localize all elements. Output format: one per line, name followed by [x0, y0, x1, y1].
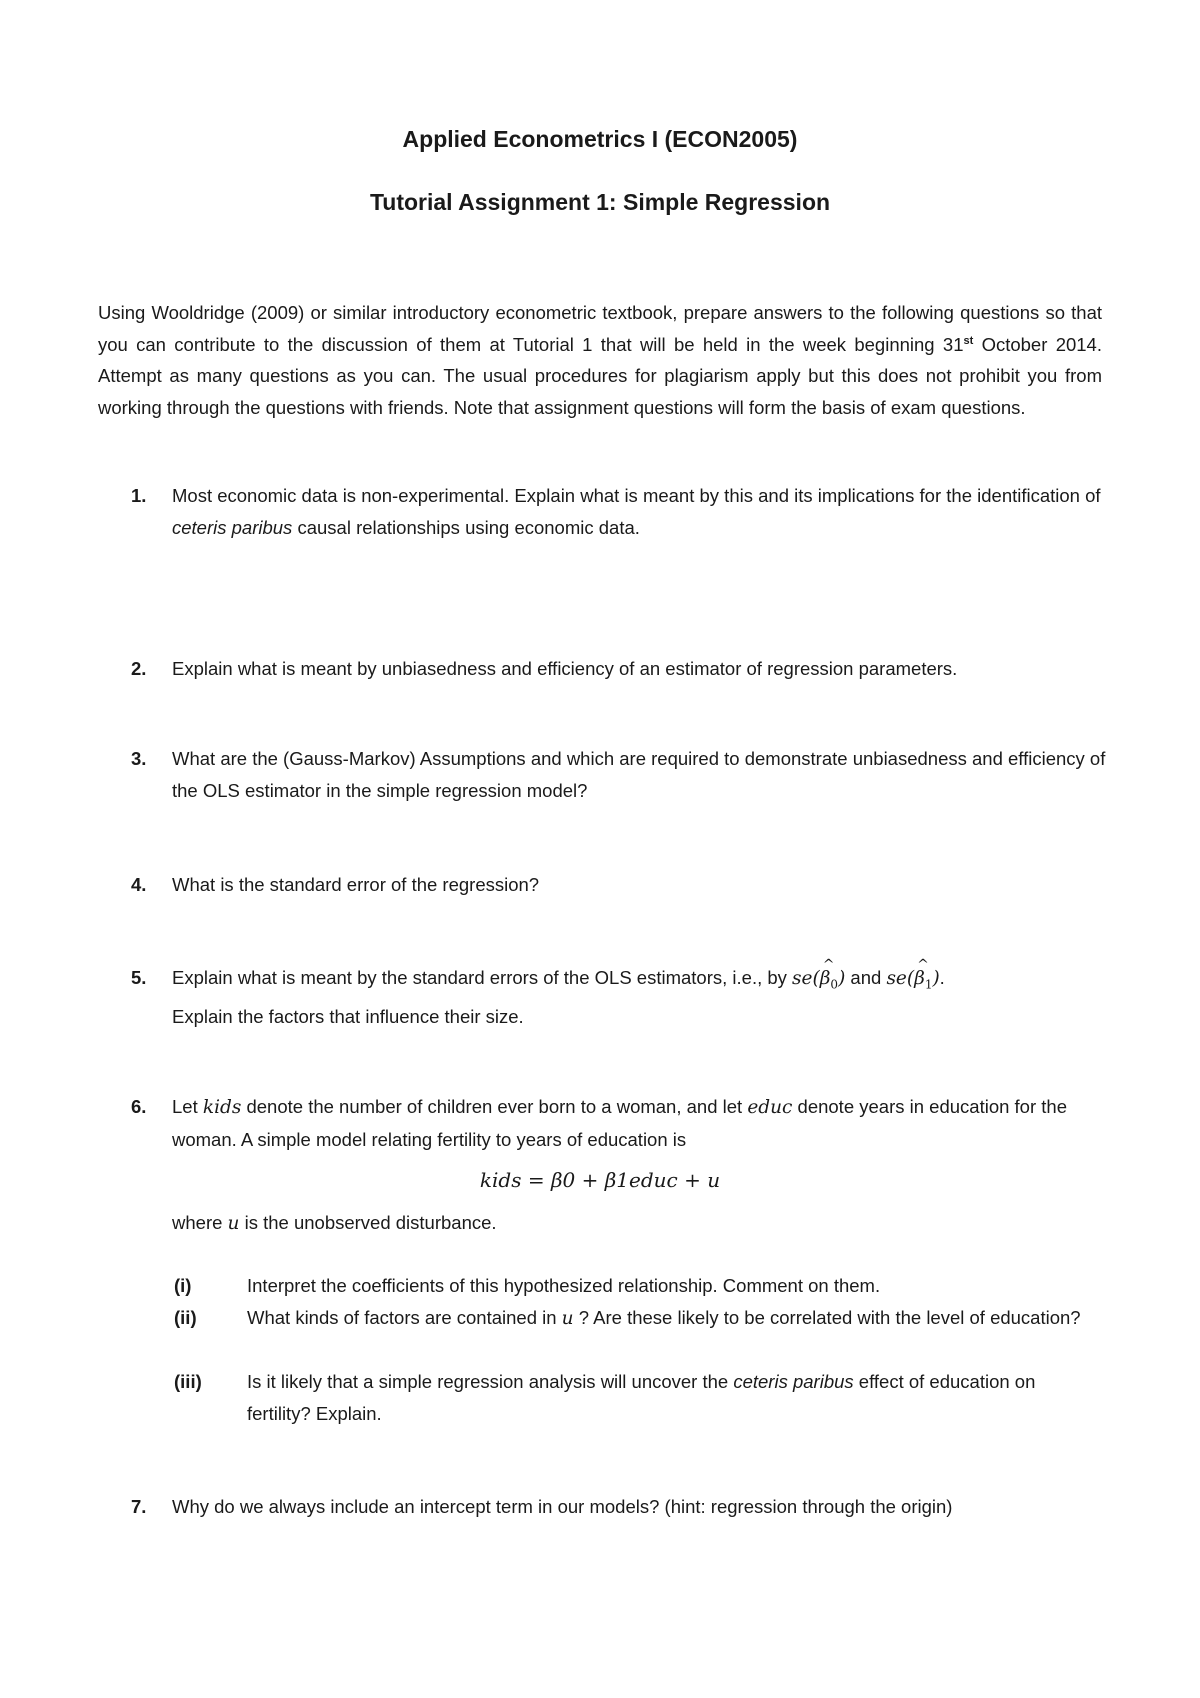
question-2	[131, 653, 1111, 685]
latin-phrase: ceteris paribus	[733, 1371, 854, 1392]
sub-question-text-part: Is it likely that a simple regression analysis will uncover the	[247, 1371, 734, 1392]
question-text-line: Explain the factors that influence their size.	[172, 1006, 524, 1028]
question-text: Why do we always include an intercept term in our models? (hint: regression through the origin)	[172, 1496, 953, 1517]
question-text: What is the standard error of the regression?	[172, 874, 540, 895]
question-text-part: Most economic data is non-experimental. Explain what is meant by this and its implications for the identification of	[172, 485, 1101, 506]
sub-question-i	[174, 1270, 1104, 1302]
sub-question-text-part: ? Are these likely to be correlated with the level of education?	[573, 1307, 1081, 1328]
question-6	[131, 1091, 1111, 1155]
question-text-part: Explain what is meant by the standard errors of the OLS estimators, i.e., by	[172, 967, 793, 988]
variable-educ: educ	[747, 1097, 793, 1118]
sub-question-text-part: effect of education on fertility? Explain.	[247, 1371, 1036, 1424]
regression-equation: kids = β0 + β1educ + u	[479, 1168, 721, 1192]
question-number: 1.	[131, 485, 147, 506]
variable-kids: kids	[202, 1097, 242, 1118]
beta-hat: β ^	[914, 957, 929, 989]
sub-question-label: (ii)	[174, 1307, 197, 1328]
sub-question-text	[247, 1302, 1104, 1335]
beta-symbol: β	[819, 968, 831, 989]
beta-symbol: β	[914, 968, 925, 989]
variable-u: u	[227, 1213, 240, 1234]
sub-question-ii	[174, 1302, 1104, 1335]
question-text-part: .	[939, 967, 945, 988]
subscript: 1	[924, 977, 933, 992]
question-text: Explain what is meant by unbiasedness and efficiency of an estimator of regression parameters.	[172, 658, 958, 679]
intro-text-2: October 2014. Attempt as many questions as you can. The usual procedures for plagiarism apply but this does not prohibit you from working through the questions with friends. Note that assignment questions will form the basis of exam questions.	[98, 333, 1102, 418]
question-text	[172, 1207, 1111, 1240]
se-beta0-expression: se(β ^ $_0$)	[792, 968, 845, 989]
question-number: 6.	[131, 1096, 147, 1117]
se-beta1-expression: se(β ^ $_1$)	[886, 968, 939, 989]
question-text	[172, 480, 1111, 543]
sub-question-text: Interpret the coefficients of this hypothesized relationship. Comment on them.	[247, 1275, 881, 1296]
question-text-part: and	[845, 967, 887, 988]
question-text: What are the (Gauss-Markov) Assumptions and which are required to demonstrate unbiasedness and efficiency of the OLS estimator in the simple regression model?	[172, 748, 1106, 801]
question-number: 7.	[131, 1496, 147, 1517]
beta-hat: β ^	[819, 957, 835, 989]
question-text-part: is the unobserved disturbance.	[239, 1212, 497, 1233]
question-text-part: Let	[172, 1096, 203, 1117]
intro-text-1: Using Wooldridge (2009) or similar introductory econometric textbook, prepare answers to the following questions so that you can contribute to the discussion of them at Tutorial 1 that will be held in the week beginning 31	[98, 302, 1102, 355]
se-function: se	[792, 968, 813, 989]
question-number: 4.	[131, 874, 147, 895]
sub-question-label: (iii)	[174, 1371, 202, 1392]
question-text-part: denote years in education for the woman. A simple model relating fertility to years of education is	[172, 1096, 1067, 1150]
question-7	[131, 1491, 1111, 1523]
question-text-part: where	[172, 1212, 228, 1233]
question-5	[131, 957, 1111, 1033]
question-1	[131, 480, 1111, 543]
question-number: 5.	[131, 967, 147, 988]
latin-phrase: ceteris paribus	[172, 516, 293, 538]
intro-paragraph	[98, 297, 1102, 423]
subscript: 0	[830, 977, 839, 992]
question-text	[172, 1091, 1111, 1155]
question-text-part: denote the number of children ever born to a woman, and let	[241, 1096, 748, 1117]
sub-question-label: (i)	[174, 1275, 192, 1296]
sub-question-text-part: What kinds of factors are contained in	[247, 1307, 562, 1328]
question-text-part: causal relationships using economic data.	[292, 516, 640, 538]
sub-question-text	[247, 1366, 1104, 1429]
question-number: 2.	[131, 658, 147, 679]
question-3	[131, 743, 1111, 806]
course-title: Applied Econometrics I (ECON2005)	[402, 126, 798, 152]
assignment-title: Tutorial Assignment 1: Simple Regression	[369, 189, 831, 215]
sub-question-iii	[174, 1366, 1104, 1429]
question-6-where	[131, 1207, 1111, 1240]
question-text	[172, 957, 1111, 1033]
intro-superscript: st	[963, 334, 974, 347]
variable-u: u	[561, 1308, 574, 1329]
question-number: 3.	[131, 748, 147, 769]
se-function: se	[886, 968, 907, 989]
question-4	[131, 869, 1111, 901]
